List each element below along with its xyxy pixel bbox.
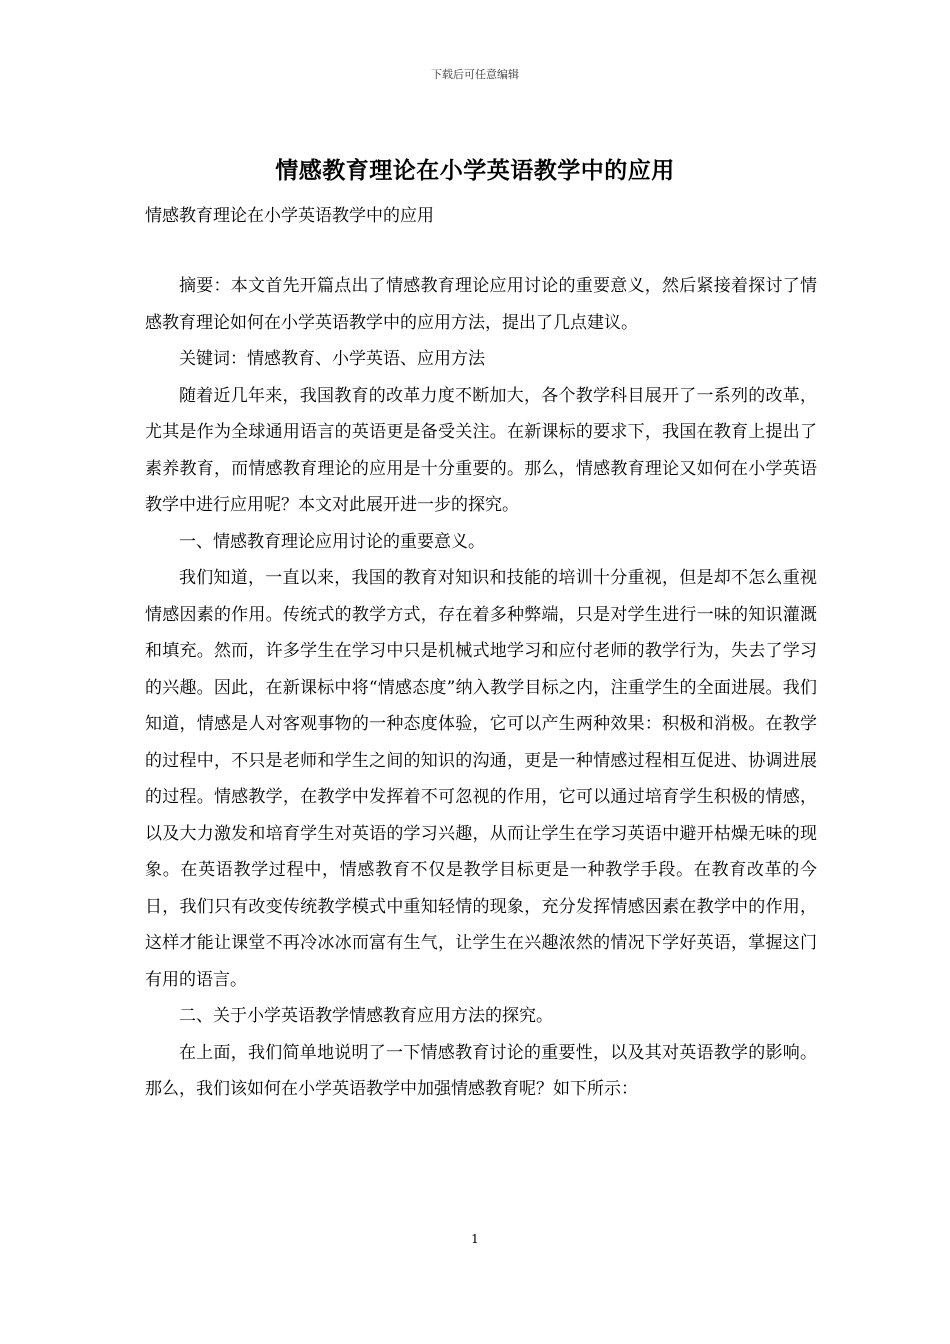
section-heading-2: 二、关于小学英语教学情感教育应用方法的探究。 [179, 1006, 553, 1026]
page-number: 1 [471, 1232, 479, 1246]
document-subtitle: 情感教育理论在小学英语教学中的应用 [145, 206, 434, 226]
document-title: 情感教育理论在小学英语教学中的应用 [275, 157, 675, 184]
section-heading-1: 一、情感教育理论应用讨论的重要意义。 [179, 531, 485, 552]
keywords-paragraph: 关键词：情感教育、小学英语、应用方法 [179, 349, 485, 369]
abstract-paragraph: 摘要：本文首先开篇点出了情感教育理论应用讨论的重要意义，然后紧接着探讨了情感教育理论如何在小学英语教学中的应用方法，提出了几点建议。 [145, 276, 817, 333]
document-body [145, 268, 817, 1108]
section-2-paragraph: 在上面，我们简单地说明了一下情感教育讨论的重要性，以及其对英语教学的影响。那么，我们该如何在小学英语教学中加强情感教育呢？如下所示： [145, 1042, 817, 1099]
section-1-paragraph: 我们知道，一直以来，我国的教育对知识和技能的培训十分重视，但是却不怎么重视情感因素的作用。传统式的教学方式，存在着多种弊端，只是对学生进行一味的知识灌溉和填充。然而，许多学生在学习中只是机械式地学习和应付老师的教学行为，失去了学习的兴趣。因此，在新课标中将“情感态度”纳入教学目标之内，注重学生的全面进展。我们知道，情感是人对客观事物的一种态度体验，它可以产生两种效果：积极和消极。在教学的过程中，不只是老师和学生之间的知识的沟通，更是一种情感过程相互促进、协调进展的过程。情感教学，在教学中发挥着不可忽视的作用，它可以通过培育学生积极的情感，以及大力激发和培育学生对英语的学习兴趣，从而让学生在学习英语中避开枯燥无味的现象。在英语教学过程中，情感教育不仅是教学目标更是一种教学手段。在教育改革的今日，我们只有改变传统教学模式中重知轻情的现象，充分发挥情感因素在教学中的作用，这样才能让课堂不再冷冰冰而富有生气，让学生在兴趣浓然的情况下学好英语，掌握这门有用的语言。 [145, 568, 817, 990]
page-header-note: 下载后可任意编辑 [431, 68, 519, 81]
intro-paragraph: 随着近几年来，我国教育的改革力度不断加大，各个教学科目展开了一系列的改革，尤其是作为全球通用语言的英语更是备受关注。在新课标的要求下，我国在教育上提出了素养教育，而情感教育理论的应用是十分重要的。那么，情感教育理论又如何在小学英语教学中进行应用呢？本文对此展开进一步的探究。 [145, 385, 817, 515]
